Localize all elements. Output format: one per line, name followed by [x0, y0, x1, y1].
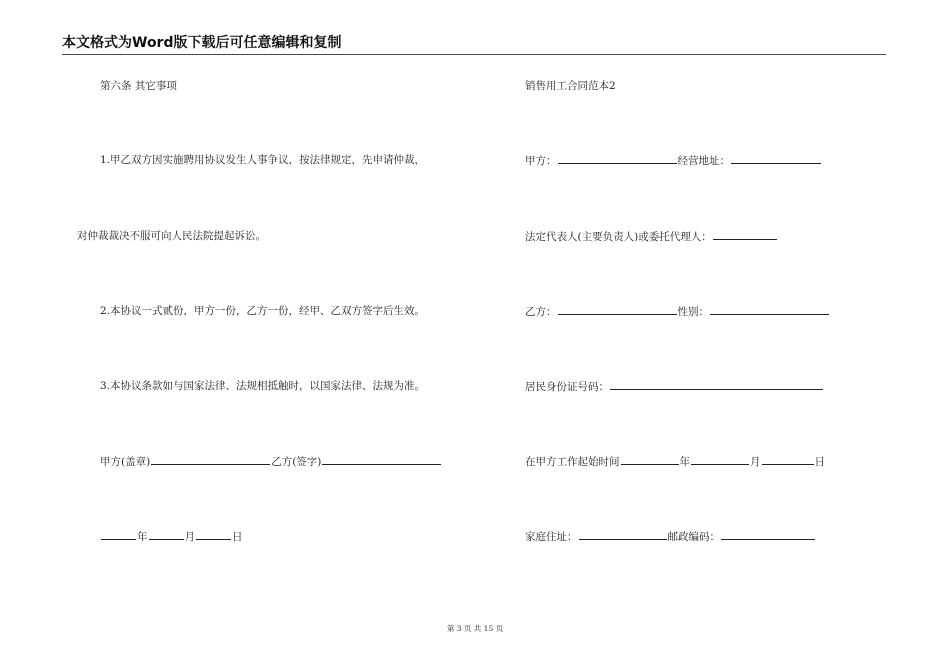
- right-title: 销售用工合同范本2: [525, 80, 616, 92]
- id-number-label: 居民身份证号码：: [525, 381, 609, 393]
- party-a-seal-blank[interactable]: [151, 454, 270, 465]
- home-address-blank[interactable]: [579, 529, 667, 540]
- day-blank[interactable]: [196, 529, 231, 540]
- left-item3: 3.本协议条款如与国家法律、法规相抵触时，以国家法律、法规为准。: [100, 380, 426, 392]
- right-home-address-line: [525, 529, 816, 544]
- right-party-a-line: [525, 153, 822, 168]
- left-item1-line2: 对仲裁裁决不服可向人民法院提起诉讼。: [77, 230, 266, 242]
- postal-code-blank[interactable]: [721, 529, 815, 540]
- page-header: [62, 34, 886, 55]
- page-footer: 第 3 页 共 15 页: [446, 624, 504, 633]
- gender-blank[interactable]: [710, 304, 829, 315]
- business-address-label: 经营地址：: [677, 155, 730, 167]
- month-label: 月: [184, 531, 195, 543]
- id-number-blank[interactable]: [610, 379, 823, 390]
- year-blank[interactable]: [101, 529, 136, 540]
- start-day-blank[interactable]: [762, 454, 814, 465]
- header-title: 本文格式为Word版下载后可任意编辑和复制: [62, 35, 342, 51]
- start-month-blank[interactable]: [691, 454, 749, 465]
- party-a-seal-label: 甲方(盖章): [100, 456, 151, 468]
- left-item1-line1: 1.甲乙双方因实施聘用协议发生人事争议，按法律规定，先申请仲裁，: [100, 154, 426, 166]
- legal-rep-label: 法定代表人(主要负责人)或委托代理人：: [525, 231, 712, 243]
- business-address-blank[interactable]: [731, 153, 821, 164]
- right-party-b-line: [525, 304, 830, 319]
- right-id-line: [525, 379, 824, 394]
- gender-label: 性别：: [677, 306, 709, 318]
- start-day-label: 日: [814, 456, 825, 468]
- day-label: 日: [232, 531, 243, 543]
- right-start-time-line: [525, 454, 825, 469]
- start-month-label: 月: [750, 456, 761, 468]
- postal-code-label: 邮政编码：: [667, 531, 720, 543]
- left-heading: 第六条 其它事项: [100, 80, 177, 92]
- party-a-blank[interactable]: [558, 153, 677, 164]
- left-date-line: [100, 529, 243, 544]
- party-b-blank[interactable]: [558, 304, 677, 315]
- month-blank[interactable]: [149, 529, 184, 540]
- home-address-label: 家庭住址：: [525, 531, 578, 543]
- start-time-label: 在甲方工作起始时间: [525, 456, 620, 468]
- left-item2: 2.本协议一式贰份，甲方一份，乙方一份，经甲、乙双方签字后生效。: [100, 305, 426, 317]
- left-signature-line: [100, 454, 442, 469]
- start-year-label: 年: [679, 456, 690, 468]
- right-legal-rep-line: [525, 229, 778, 244]
- party-b-sign-label: 乙方(签字): [271, 456, 322, 468]
- start-year-blank[interactable]: [621, 454, 679, 465]
- legal-rep-blank[interactable]: [713, 229, 777, 240]
- year-label: 年: [137, 531, 148, 543]
- party-b-sign-blank[interactable]: [322, 454, 441, 465]
- party-b-label: 乙方：: [525, 306, 557, 318]
- party-a-label: 甲方：: [525, 155, 557, 167]
